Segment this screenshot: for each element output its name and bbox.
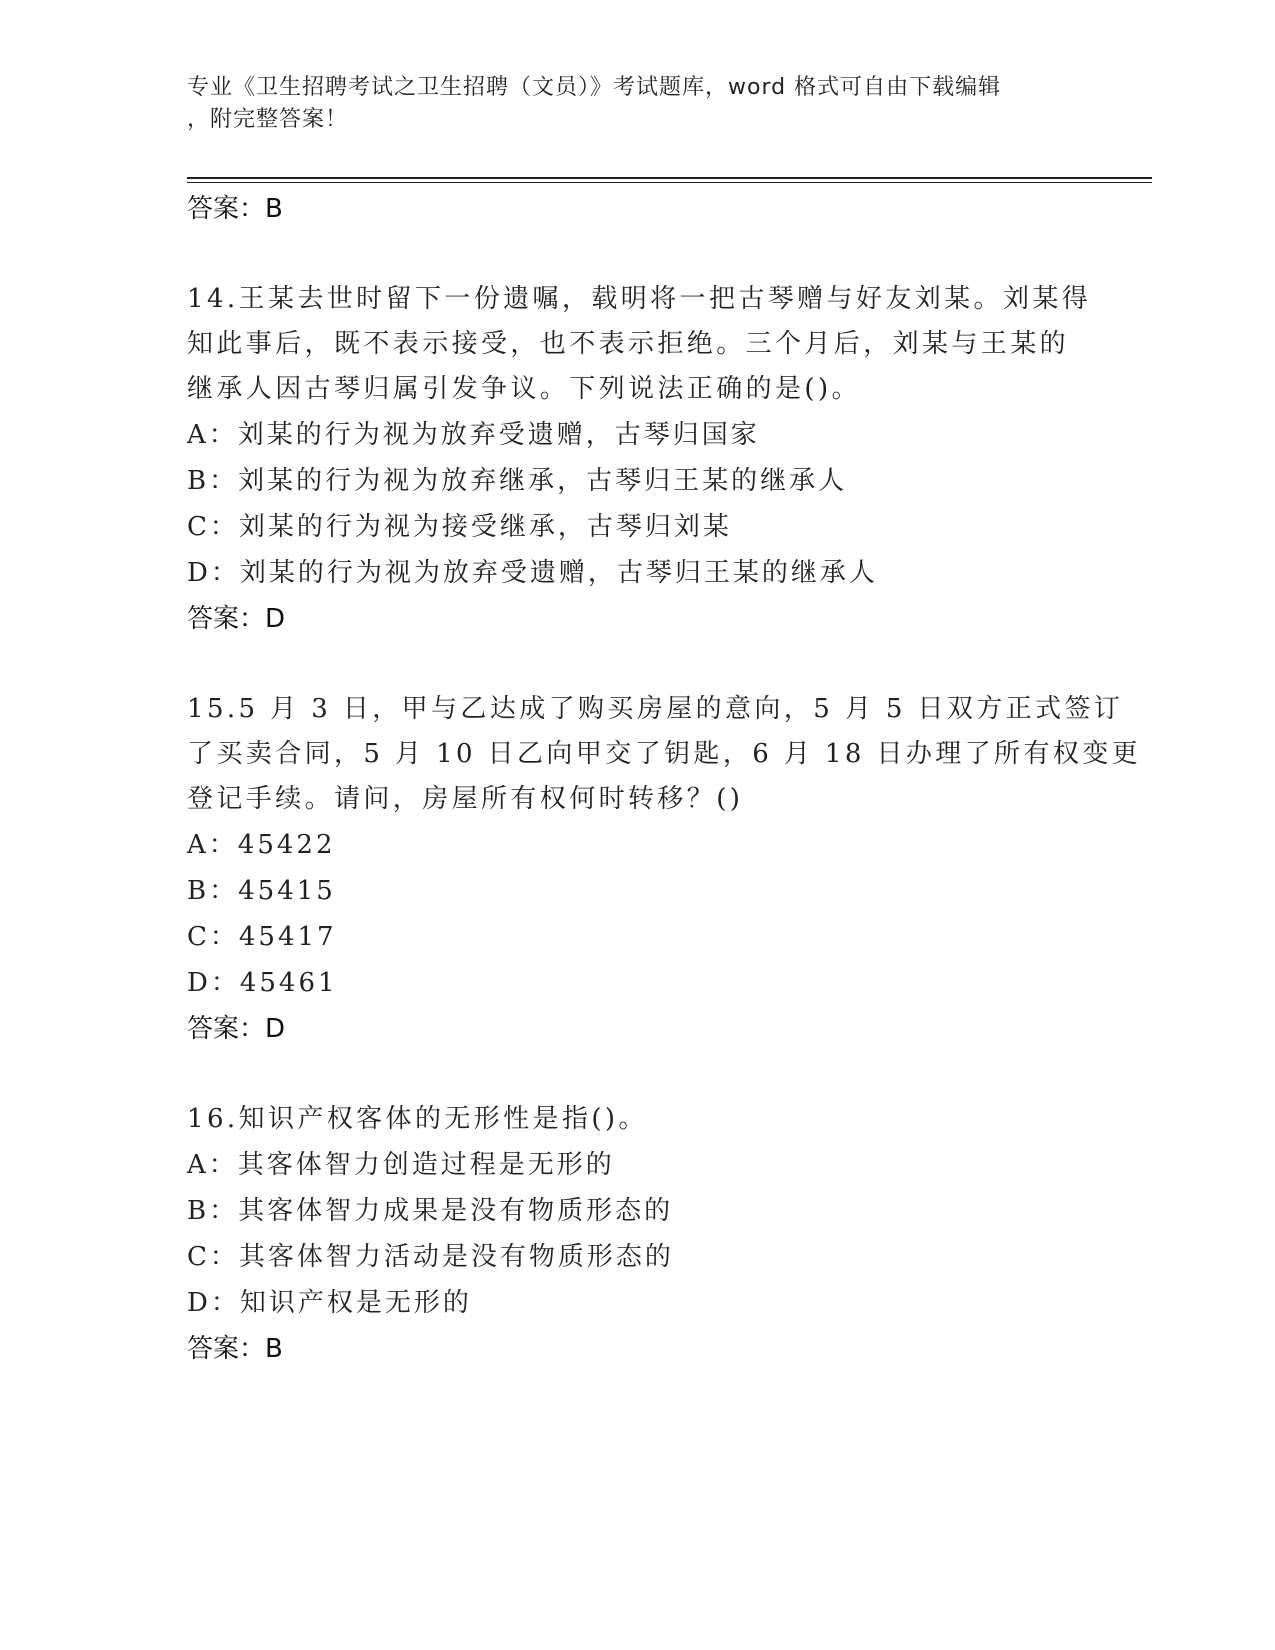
question-16 xyxy=(187,1097,1087,1372)
question-14-option-b: B：刘某的行为视为放弃继承，古琴归王某的继承人 xyxy=(187,466,848,496)
spacer xyxy=(187,642,1087,687)
question-15 xyxy=(187,687,1142,1052)
question-14-text xyxy=(187,277,1092,412)
question-14-option-c: C：刘某的行为视为接受继承，古琴归刘某 xyxy=(187,512,732,542)
question-15-text xyxy=(187,687,1142,822)
header-divider-thick xyxy=(187,177,1152,179)
question-15-line-2: 了买卖合同，5 月 10 日乙向甲交了钥匙，6 月 18 日办理了所有权变更 xyxy=(187,739,1142,769)
header-line-1: 专业《卫生招聘考试之卫生招聘（文员）》考试题库，word 格式可自由下载编辑 xyxy=(187,75,1002,100)
header-divider-thin xyxy=(187,182,1152,183)
question-15-option-b: B：45415 xyxy=(187,876,336,906)
header-line-2: ，附完整答案！ xyxy=(187,107,349,132)
question-16-option-b: B：其客体智力成果是没有物质形态的 xyxy=(187,1196,674,1226)
question-14-line-1: 14.王某去世时留下一份遗嘱，载明将一把古琴赠与好友刘某。刘某得 xyxy=(187,284,1092,314)
question-14-line-3: 继承人因古琴归属引发争议。下列说法正确的是()。 xyxy=(187,374,861,404)
question-16-text xyxy=(187,1097,1087,1142)
question-16-option-d: D：知识产权是无形的 xyxy=(187,1288,472,1318)
question-14-answer: 答案：D xyxy=(187,604,286,634)
answer-previous: 答案：B xyxy=(187,194,283,224)
question-16-answer: 答案：B xyxy=(187,1334,283,1364)
question-16-line-1: 16.知识产权客体的无形性是指()。 xyxy=(187,1104,648,1134)
question-15-option-c: C：45417 xyxy=(187,922,337,952)
question-15-answer: 答案：D xyxy=(187,1014,286,1044)
spacer xyxy=(187,232,1087,277)
question-15-line-3: 登记手续。请问，房屋所有权何时转移？() xyxy=(187,784,744,814)
document-header xyxy=(187,72,1087,136)
question-15-line-1: 15.5 月 3 日，甲与乙达成了购买房屋的意向，5 月 5 日双方正式签订 xyxy=(187,694,1124,724)
question-16-option-c: C：其客体智力活动是没有物质形态的 xyxy=(187,1242,674,1272)
question-15-option-d: D：45461 xyxy=(187,968,338,998)
spacer xyxy=(187,1052,1087,1097)
question-14 xyxy=(187,277,1092,642)
question-16-option-a: A：其客体智力创造过程是无形的 xyxy=(187,1150,615,1180)
question-14-option-a: A：刘某的行为视为放弃受遗赠，古琴归国家 xyxy=(187,420,760,450)
document-body xyxy=(187,186,1142,1372)
question-14-line-2: 知此事后，既不表示接受，也不表示拒绝。三个月后，刘某与王某的 xyxy=(187,329,1070,359)
question-15-option-a: A：45422 xyxy=(187,830,336,860)
question-14-option-d: D：刘某的行为视为放弃受遗赠，古琴归王某的继承人 xyxy=(187,558,878,588)
